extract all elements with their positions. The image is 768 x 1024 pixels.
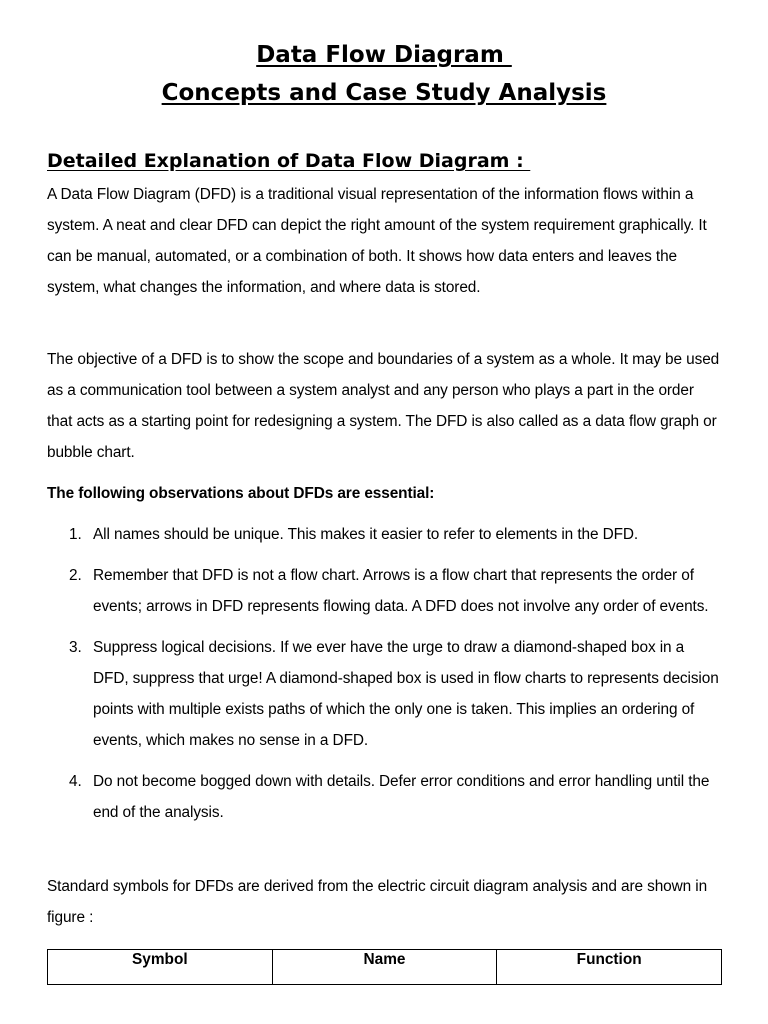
- list-item-number: 1.: [69, 526, 82, 543]
- table-header-row: [48, 950, 722, 985]
- list-item: [47, 519, 723, 550]
- list-item-number: 2.: [69, 567, 82, 584]
- list-item-number: 3.: [69, 639, 82, 656]
- list-item-text: Do not become bogged down with details. Defer error conditions and error handling until the end of the analysis.: [93, 773, 710, 821]
- document-title-line1: Data Flow Diagram: [256, 42, 512, 68]
- list-item-text: Suppress logical decisions. If we ever have the urge to draw a diamond-shaped box in a DFD, suppress that urge! A diamond-shaped box is used in flow charts to represents decision points with multiple exists paths of which the only one is taken. This implies an ordering of events, which makes no sense in a DFD.: [93, 639, 719, 749]
- section-heading: Detailed Explanation of Data Flow Diagram :: [47, 150, 531, 172]
- observations-heading: The following observations about DFDs are essential:: [47, 485, 435, 502]
- list-item: [47, 560, 723, 622]
- symbols-table: [47, 949, 722, 985]
- column-header-function: Function: [497, 950, 722, 985]
- column-header-symbol: Symbol: [48, 950, 273, 985]
- column-header-name: Name: [272, 950, 497, 985]
- document-title-line2: Concepts and Case Study Analysis: [161, 80, 607, 106]
- list-item-text: All names should be unique. This makes it easier to refer to elements in the DFD.: [93, 526, 639, 543]
- observations-list: [47, 519, 723, 838]
- paragraph-standard-symbols: Standard symbols for DFDs are derived from the electric circuit diagram analysis and are shown in figure :: [47, 878, 708, 926]
- list-item-text: Remember that DFD is not a flow chart. Arrows is a flow chart that represents the order of events; arrows in DFD represents flowing data. A DFD does not involve any order of events.: [93, 567, 709, 615]
- paragraph-dfd-definition: A Data Flow Diagram (DFD) is a traditional visual representation of the information flows within a system. A neat and clear DFD can depict the right amount of the system requirement graphically. It can be manual, automated, or a combination of both. It shows how data enters and leaves the system, what changes the information, and where data is stored.: [47, 186, 707, 296]
- list-item: [47, 632, 723, 756]
- paragraph-dfd-objective: The objective of a DFD is to show the scope and boundaries of a system as a whole. It may be used as a communication tool between a system analyst and any person who plays a part in the order that acts as a starting point for redesigning a system. The DFD is also called as a data flow graph or bubble chart.: [47, 351, 720, 461]
- list-item: [47, 766, 723, 828]
- list-item-number: 4.: [69, 773, 82, 790]
